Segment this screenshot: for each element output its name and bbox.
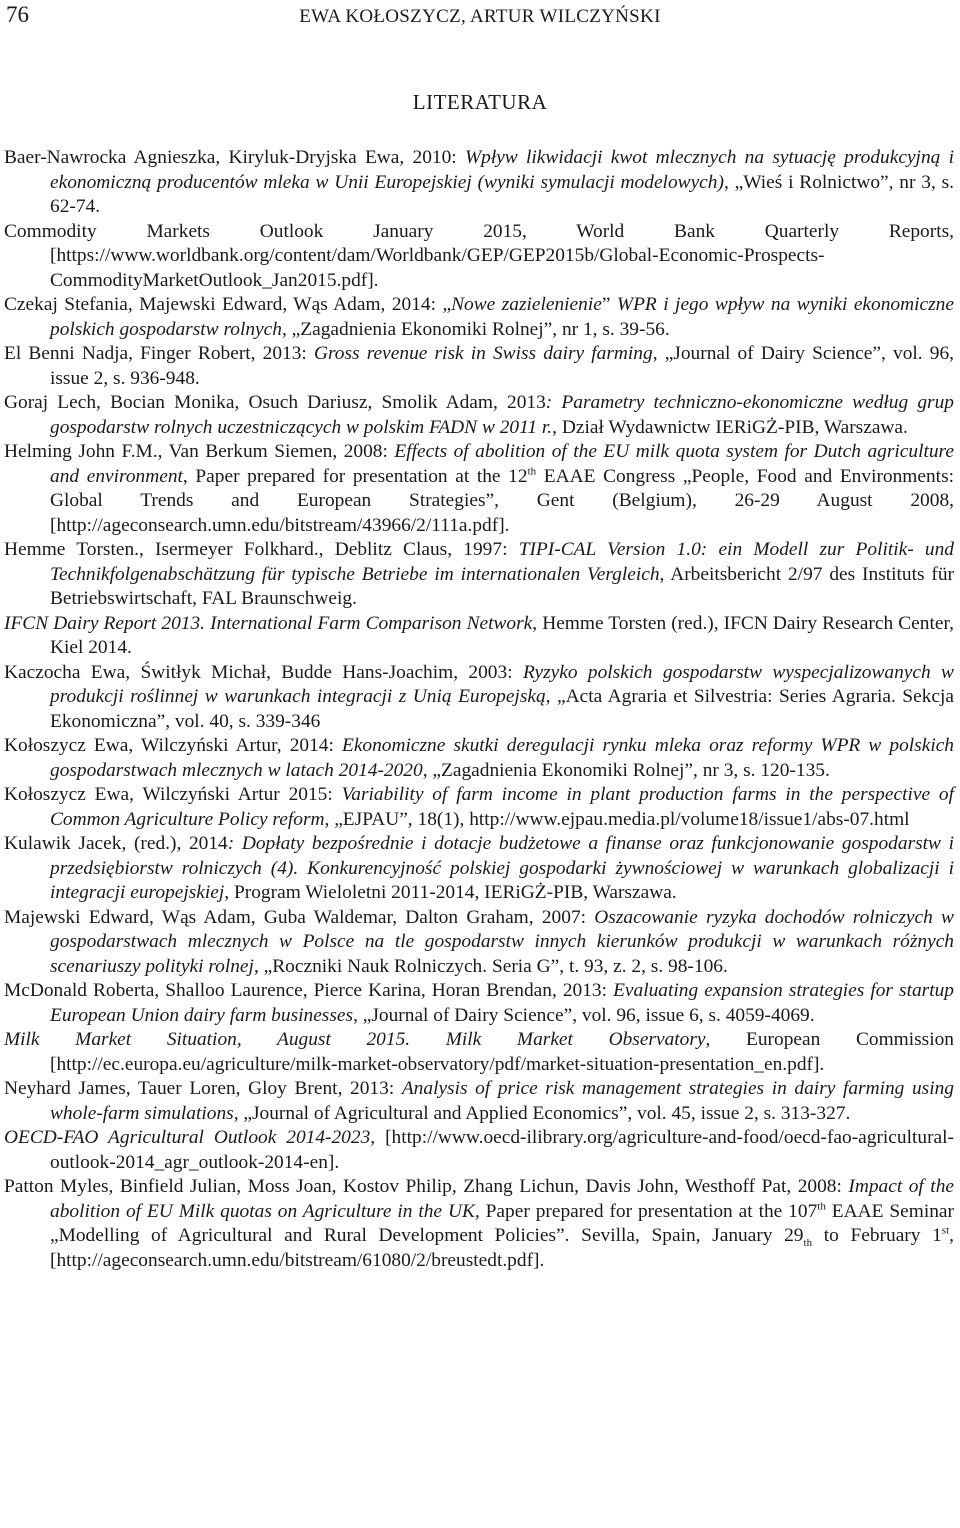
- reference-title: : Dopłaty bezpośrednie i dotacje budżetowe a finanse oraz funkcjonowanie gospodarstw i przedsiębiorstw rolniczych (4). Konkurencyjność polskiej gospodarki żywnościowej w warunkach globalizacji i integracji europejskiej: [50, 833, 954, 903]
- reference-title: WPR i jego wpływ na wyniki ekonomiczne polskich gospodarstw rolnych: [50, 294, 954, 340]
- reference-text: th: [527, 465, 537, 478]
- reference-text: , „EJPAU”, 18(1), http://www.ejpau.media.pl/volume18/issue1/abs-07.html: [324, 808, 910, 830]
- reference-text: , Arbeitsbericht 2/97 des Instituts für Betriebswirtschaft, FAL Braunschweig.: [50, 563, 955, 609]
- reference-text: th: [803, 1236, 813, 1249]
- reference-text: , „Journal of Dairy Science”, vol. 96, issue 6, s. 4059-4069.: [353, 1004, 815, 1026]
- reference-entry: [4, 538, 954, 612]
- reference-entry: [4, 612, 954, 661]
- reference-text: , [http://ageconsearch.umn.edu/bitstream/61080/2/breustedt.pdf].: [50, 1225, 954, 1271]
- reference-text: Helming John F.M., Van Berkum Siemen, 2008:: [4, 441, 395, 462]
- reference-text: , „Journal of Dairy Science”, vol. 96, issue 2, s. 936-948.: [50, 343, 954, 389]
- reference-text: , „Roczniki Nauk Rolniczych. Seria G”, t. 93, z. 2, s. 98-106.: [253, 955, 728, 977]
- section-title: LITERATURA: [412, 90, 548, 114]
- reference-entry: [4, 783, 954, 832]
- reference-text: st: [941, 1224, 950, 1237]
- reference-title: Nowe zazielenienie: [451, 294, 602, 315]
- reference-text: , Paper prepared for presentation at the 12: [182, 465, 528, 487]
- reference-entry: [4, 146, 954, 220]
- reference-list: [4, 146, 954, 1273]
- reference-text: Paper prepared for presentation at the 107: [479, 1200, 818, 1222]
- reference-text: , „Zagadnienia Ekonomiki Rolnej”, nr 3, s. 120-135.: [422, 759, 830, 781]
- reference-text: , Hemme Torsten (red.), IFCN Dairy Research Center, Kiel 2014.: [50, 612, 954, 658]
- reference-entry: [4, 1077, 954, 1126]
- reference-text: , European Commission [http://ec.europa.eu/agriculture/milk-market-observatory/pdf/market-situation-presentation_en.pdf].: [50, 1029, 954, 1075]
- reference-entry: [4, 220, 954, 294]
- reference-text: Goraj Lech, Bocian Monika, Osuch Dariusz, Smolik Adam, 2013: [4, 392, 546, 413]
- reference-text: , [http://www.oecd-ilibrary.org/agriculture-and-food/oecd-fao-agricultural-outlook-2014_agr_outlook-2014-en].: [50, 1127, 954, 1173]
- reference-title: Analysis of price risk management strategies in dairy farming using whole-farm simulations: [50, 1078, 954, 1124]
- reference-text: Patton Myles, Binfield Julian, Moss Joan, Kostov Philip, Zhang Lichun, Davis John, Westhoff Pat, 2008:: [4, 1176, 849, 1197]
- reference-title: Milk Market Situation, August 2015. Milk Market Observatory: [4, 1029, 706, 1050]
- reference-text: , „Wieś i Rolnictwo”, nr 3, s. 62-74.: [50, 171, 955, 217]
- reference-title: Effects of abolition of the EU milk quota system for Dutch agriculture and environment: [50, 441, 954, 487]
- reference-text: Majewski Edward, Wąs Adam, Guba Waldemar, Dalton Graham, 2007:: [4, 906, 595, 928]
- reference-text: th: [817, 1200, 826, 1213]
- reference-text: , Program Wieloletni 2011-2014, IERiGŻ-PIB, Warszawa.: [224, 882, 677, 903]
- reference-entry: [4, 391, 954, 440]
- reference-title: IFCN Dairy Report 2013. International Farm Comparison Network: [4, 612, 533, 634]
- reference-title: TIPI-CAL Version 1.0: ein Modell zur Politik- und Technikfolgenabschätzung für typische Betriebe im internationalen Vergleich: [50, 539, 954, 585]
- reference-entry: [4, 1175, 954, 1273]
- reference-text: to February 1: [812, 1225, 942, 1246]
- reference-title: : Parametry techniczno-ekonomiczne według grup gospodarstw rolnych uczestniczących w polskim FADN w 2011 r.: [50, 392, 954, 438]
- reference-text: , Dział Wydawnictw IERiGŻ-PIB, Warszawa.: [552, 416, 908, 438]
- reference-text: Kaczocha Ewa, Świtłyk Michał, Budde Hans-Joachim, 2003:: [4, 661, 523, 683]
- reference-entry: [4, 342, 954, 391]
- reference-entry: [4, 906, 954, 980]
- reference-text: Neyhard James, Tauer Loren, Gloy Brent, 2013:: [4, 1078, 402, 1099]
- reference-text: Czekaj Stefania, Majewski Edward, Wąs Adam, 2014: „: [4, 294, 452, 315]
- reference-text: , „Zagadnienia Ekonomiki Rolnej”, nr 1, s. 39-56.: [281, 318, 670, 340]
- reference-entry: [4, 661, 954, 735]
- reference-entry: [4, 832, 954, 906]
- reference-text: Kołoszycz Ewa, Wilczyński Artur, 2014:: [4, 735, 342, 756]
- reference-entry: [4, 1126, 954, 1175]
- reference-title: Gross revenue risk in Swiss dairy farming: [313, 343, 653, 364]
- reference-text: EAAE Seminar „Modelling of Agricultural and Rural Development Policies”. Sevilla, Spain, January 29: [50, 1200, 954, 1246]
- reference-entry: [4, 734, 954, 783]
- reference-entry: [4, 979, 954, 1028]
- reference-text: EAAE Congress „People, Food and Environments: Global Trends and European Strategies”, Gent (Belgium), 26-29 August 2008, [http://ageconsearch.umn.edu/bitstream/43966/2/111a.pdf].: [50, 465, 955, 536]
- reference-text: , „Journal of Agricultural and Applied Economics”, vol. 45, issue 2, s. 313-327.: [233, 1102, 851, 1124]
- reference-text: , „Acta Agraria et Silvestria: Series Agraria. Sekcja Ekonomiczna”, vol. 40, s. 339-346: [50, 686, 954, 732]
- reference-text: Kulawik Jacek, (red.), 2014: [4, 833, 228, 854]
- reference-title: OECD-FAO Agricultural Outlook 2014-2023: [4, 1127, 371, 1148]
- running-head: EWA KOŁOSZYCZ, ARTUR WILCZYŃSKI: [299, 6, 661, 27]
- reference-title: Ryzyko polskich gospodarstw wyspecjalizowanych w produkcji roślinnej w warunkach integracji z Unią Europejską: [50, 661, 954, 707]
- reference-title: Wpływ likwidacji kwot mlecznych na sytuację produkcyjną i ekonomiczną producentów mleka w Unii Europejskiej (wyniki symulacji modelowych): [50, 147, 954, 193]
- reference-text: Baer-Nawrocka Agnieszka, Kiryluk-Dryjska Ewa, 2010:: [4, 147, 465, 168]
- reference-text: Kołoszycz Ewa, Wilczyński Artur 2015:: [4, 784, 342, 805]
- reference-title: Impact of the abolition of EU Milk quotas on Agriculture in the UK,: [50, 1176, 955, 1222]
- reference-title: Evaluating expansion strategies for startup European Union dairy farm businesses: [50, 980, 954, 1026]
- reference-entry: [4, 1028, 954, 1077]
- reference-text: ”: [601, 294, 617, 315]
- page-number: 76: [6, 2, 29, 27]
- reference-entry: [4, 440, 954, 538]
- reference-entry: [4, 293, 954, 342]
- reference-text: Commodity Markets Outlook January 2015, World Bank Quarterly Reports, [https://www.worldbank.org/content/dam/Worldbank/GEP/GEP2015b/Global-Economic-Prospects-CommodityMarketOutlook_Jan2015.pdf].: [4, 220, 954, 291]
- reference-text: McDonald Roberta, Shalloo Laurence, Pierce Karina, Horan Brendan, 2013:: [4, 980, 614, 1001]
- reference-title: Variability of farm income in plant production farms in the perspective of Common Agriculture Policy reform: [50, 784, 954, 830]
- reference-text: Hemme Torsten., Isermeyer Folkhard., Deblitz Claus, 1997:: [4, 539, 519, 560]
- reference-title: Ekonomiczne skutki deregulacji rynku mleka oraz reformy WPR w polskich gospodarstwach mlecznych w latach 2014-2020: [50, 735, 955, 781]
- reference-title: Oszacowanie ryzyka dochodów rolniczych w gospodarstwach mlecznych w Polsce na tle gospodarstw innych kierunków produkcji w warunkach różnych scenariuszy polityki rolnej: [50, 906, 954, 977]
- reference-text: El Benni Nadja, Finger Robert, 2013:: [4, 343, 314, 364]
